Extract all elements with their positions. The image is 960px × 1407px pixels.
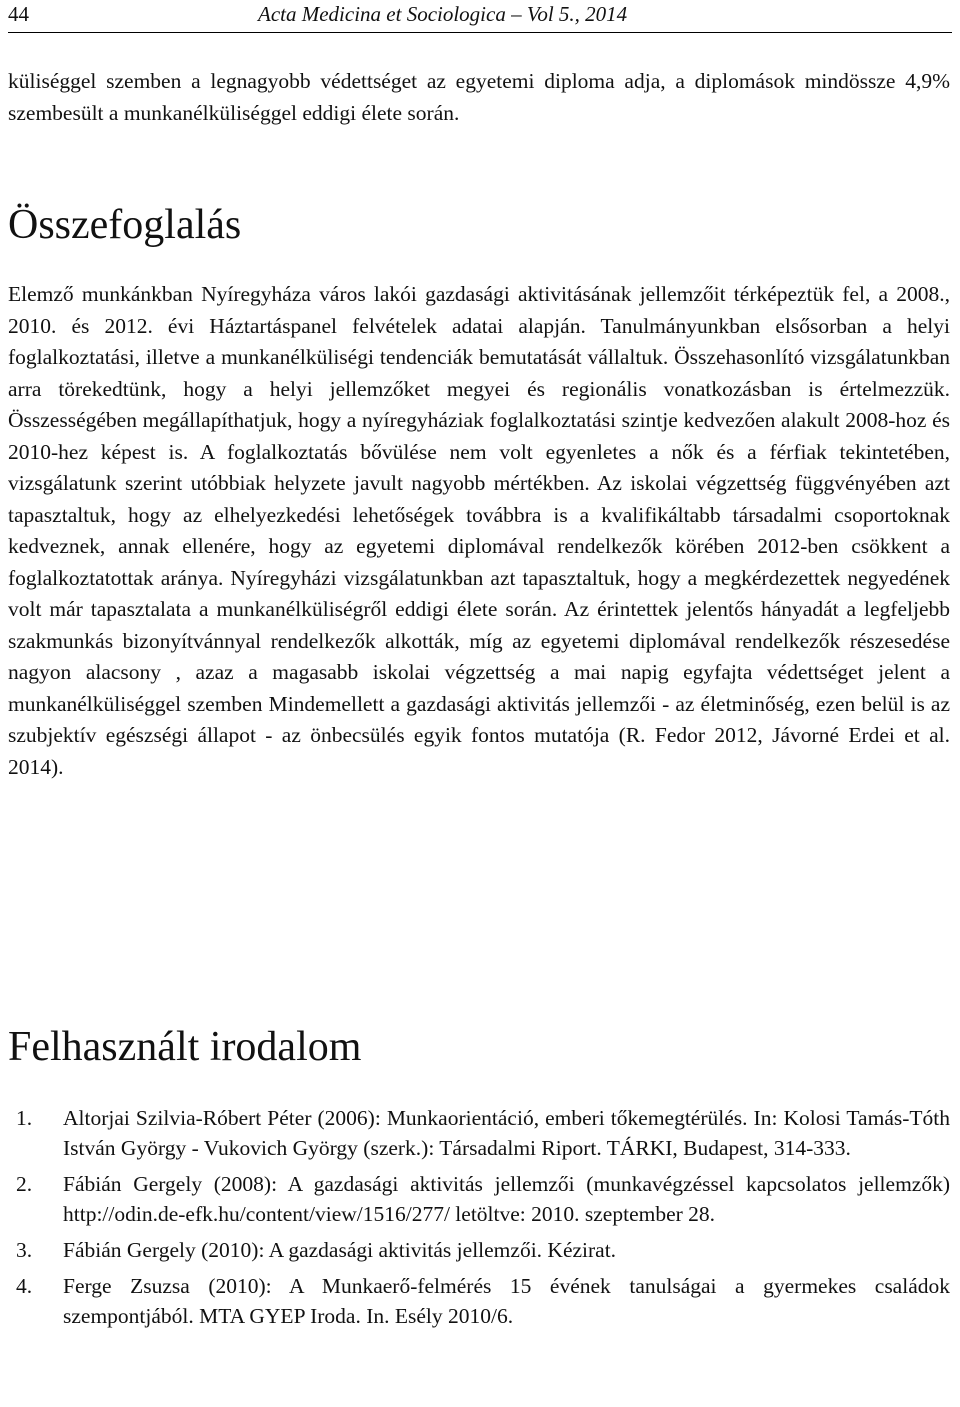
reference-text: Ferge Zsuzsa (2010): A Munkaerő-felmérés 15 évének tanulságai a gyermekes családok szempontjából. MTA GYEP Iroda. In. Esély 2010/6.: [63, 1274, 950, 1328]
reference-item: [0, 1235, 950, 1265]
page-number: 44: [8, 2, 29, 26]
reference-number: 1.: [16, 1106, 33, 1130]
reference-number: 2.: [16, 1172, 33, 1196]
reference-item: [0, 1271, 950, 1331]
reference-text: Fábián Gergely (2010): A gazdasági aktivitás jellemzői. Kézirat.: [63, 1238, 617, 1262]
intro-paragraph: küliséggel szemben a legnagyobb védettséget az egyetemi diploma adja, a diplomások mindössze 4,9% szembesült a munkanélküliséggel eddigi élete során.: [8, 69, 950, 125]
journal-title: Acta Medicina et Sociologica – Vol 5., 2014: [258, 2, 628, 26]
summary-heading: Összefoglalás: [8, 202, 242, 248]
reference-number: 3.: [16, 1238, 33, 1262]
reference-text: Altorjai Szilvia-Róbert Péter (2006): Munkaorientáció, emberi tőkemegtérülés. In: Kolosi Tamás-Tóth István György - Vukovich György (szerk.): Társadalmi Riport. TÁRKI, Budapest, 314-333.: [63, 1106, 950, 1160]
reference-list: [0, 1103, 960, 1337]
reference-item: [0, 1103, 950, 1163]
summary-paragraph: Elemző munkánkban Nyíregyháza város lakói gazdasági aktivitásának jellemzőit térképeztük fel, a 2008., 2010. és 2012. évi Háztartáspanel felvételek adatai alapján. Tanulmányunkban elsősorban a helyi foglalkoztatási, illetve a munkanélküliségi tendenciák bemutatását vállaltuk. Összehasonlító vizsgálatunkban arra törekedtünk, hogy a helyi jellemzőket megyei és regionális vonatkozásban is értelmezzük. Összességében megállapíthatjuk, hogy a nyíregyháziak foglalkoztatási szintje kedvezően alakult 2008-hoz és 2010-hez képest is. A foglalkoztatás bővülése nem volt egyenletes a nők és a férfiak tekintetében, vizsgálatunk szerint utóbbiak helyzete javult nagyobb mértékben. Az iskolai végzettség függvényében azt tapasztaltuk, hogy az elhelyezkedési lehetőségek továbbra is a kvalifikáltabb társadalmi csoportoknak kedveznek, annak ellenére, hogy az egyetemi diplomával rendelkezők körében 2012-ben csökkent a foglalkoztatottak aránya. Nyíregyházi vizsgálatunkban azt tapasztaltuk, hogy a megkérdezettek negyedének volt már tapasztalata a munkanélküliségről eddigi élete során. Az érintettek jelentős hányadát a legfeljebb szakmunkás bizonyítvánnyal rendelkezők alkották, míg az egyetemi diplomával rendelkezők részesedése nagyon alacsony , azaz a magasabb iskolai végzettség a mai napig egyfajta védettséget jelent a munkanélküliséggel szemben Mindemellett a gazdasági aktivitás jellemzői - az életminőség, ezen belül is az szubjektív egészségi állapot - az önbecsülés egyik fontos mutatója (R. Fedor 2012, Jávorné Erdei et al. 2014).: [8, 282, 950, 779]
references-heading: Felhasznált irodalom: [8, 1024, 362, 1070]
running-header: [8, 0, 952, 33]
reference-item: [0, 1169, 950, 1229]
reference-number: 4.: [16, 1274, 33, 1298]
reference-text: Fábián Gergely (2008): A gazdasági aktivitás jellemzői (munkavégzéssel kapcsolatos jellemzők) http://odin.de-efk.hu/content/view/1516/277/ letöltve: 2010. szeptember 28.: [63, 1172, 950, 1226]
